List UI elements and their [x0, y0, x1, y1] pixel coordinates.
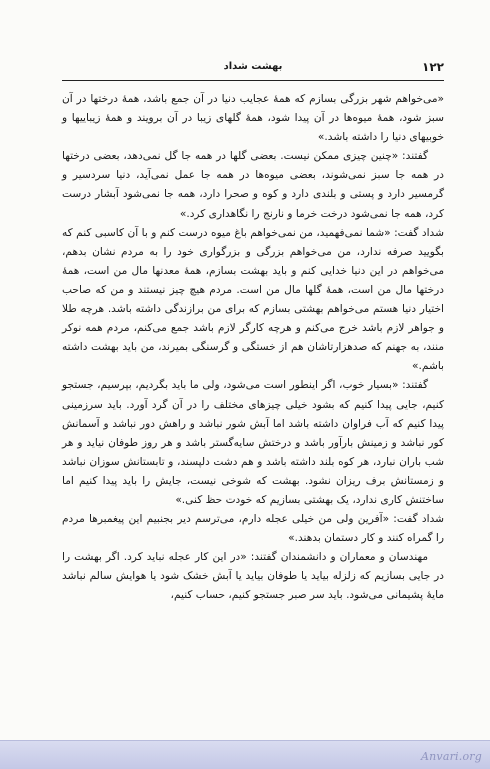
header-rule [62, 80, 444, 81]
paragraph-4: گفتند: «بسیار خوب، اگر اینطور است می‌شود، ولی ما باید بگردیم، بپرسیم، جستجو کنیم، جایی پیدا کنیم که بشود خیلی چیزهای مختلف را در آن گرد آورد. باید سرزمینی پیدا کنیم که آب فراوان داشته باشد اما آبش شور نباشد و راهش دور نباشد و آسمانش کور نباشد و زمینش بارآور باشد و درختش سایه‌گستر باشد و هر روز طوفان نیاید و هر شب باران نبارد، هر کوه بلند داشته باشد و هم دشت دلپسند، و تابستانش سوزان نباشد و زمستانش برف ریزان نشود. بهشت که شوخی نیست، جایش را باید پیدا کنیم اما ساختنش کاری ندارد، یک بهشتی بسازیم که خودت حظ کنی.» [62, 379, 444, 506]
page-number: ۱۲۲ [422, 60, 444, 74]
paragraph-6: مهندسان و معماران و دانشمندان گفتند: «در این کار عجله نباید کرد. اگر بهشت را در جایی بسازیم که زلزله بیاید یا طوفان بیاید یا آبش خشک شود یا هوایش سالم نباشد مایهٔ پشیمانی می‌شود. باید سر صبر جستجو کنیم، حساب کنیم، [62, 551, 444, 602]
watermark-logo: Anvari.org [421, 750, 482, 763]
paragraph-3: شداد گفت: «شما نمی‌فهمید، من نمی‌خواهم باغ میوه درست کنم و با آن کاسبی کنم که بگویید صرفه ندارد، من می‌خواهم بزرگی و بزرگواری خود را به مردم نشان بدهم، می‌خواهم در این دنیا خدایی کنم و باید بهشت بسازم، همهٔ معدنها مال من است، همهٔ درختها مال من است، همهٔ گلها مال من است. مردم هیچ چیز نیستند و من که صاحب اختیار دنیا هستم می‌خواهم بهشتی بسازم که برای من برازندگی داشته باشد. هرچه طلا و جواهر لازم باشد خرج می‌کنم و هرچه کارگر لازم باشد جمع می‌کنم، مردم همه نوکر منند، به جهنم که صدهزارتاشان هم از خستگی و گرسنگی بمیرند، من باید بهشت داشته باشم.» [62, 226, 444, 373]
body-text [62, 90, 444, 606]
running-title: بهشت شداد [223, 61, 283, 72]
footer-bar [0, 740, 490, 769]
paragraph-5: شداد گفت: «آفرین ولی من خیلی عجله دارم، می‌ترسم دیر بجنبیم این پیغمبرها مردم را گمراه کنند و کار دستمان بدهند.» [62, 513, 444, 545]
page-header [62, 60, 444, 78]
paragraph-2: گفتند: «چنین چیزی ممکن نیست. بعضی گلها در همه جا گل نمی‌دهد، بعضی درختها در همه جا سبز نمی‌شوند، بعضی میوه‌ها در همه جا عمل نمی‌آید، دنیا سردسیر و گرمسیر دارد و پستی و بلندی دارد و کوه و صحرا دارد، همه جا نمی‌شود آبشار درست کرد، همه جا نمی‌شود درخت خرما و نارنج را نگاهداری کرد.» [62, 150, 444, 220]
paragraph-1: «می‌خواهم شهر بزرگی بسازم که همهٔ عجایب دنیا در آن جمع باشد، همهٔ درختها در آن سبز شود، همهٔ میوه‌ها در آن پیدا شود، همهٔ گلهای زیبا در آن برویند و همهٔ زیباییها و خوبیهای دنیا را داشته باشد.» [62, 93, 444, 144]
